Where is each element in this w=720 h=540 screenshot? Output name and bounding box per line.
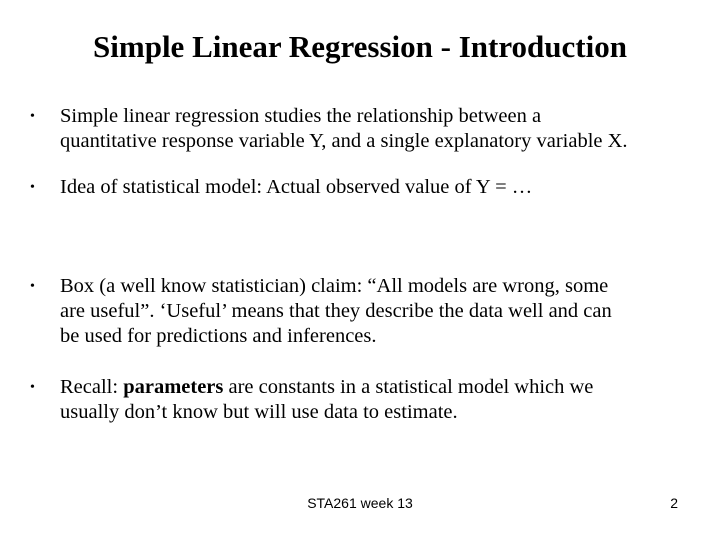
bold-term: parameters xyxy=(123,376,224,398)
bullet-line: quantitative response variable Y, and a single explanatory variable X. xyxy=(60,130,628,152)
footer-label: STA261 week 13 xyxy=(307,495,413,511)
bullet-line xyxy=(60,375,690,400)
bullet-line: usually don’t know but will use data to estimate. xyxy=(60,401,458,423)
bullet-line: be used for predictions and inferences. xyxy=(60,325,377,347)
bullet-icon: • xyxy=(30,279,35,294)
bullet-text xyxy=(60,104,690,154)
bullet-line: Idea of statistical model: Actual observed value of Y = … xyxy=(60,176,533,198)
bullet-item xyxy=(30,375,690,425)
bullet-line: Simple linear regression studies the relationship between a xyxy=(60,105,542,127)
bullet-icon: • xyxy=(30,109,35,124)
bullet-item xyxy=(30,104,690,154)
bullet-text xyxy=(60,175,690,200)
slide-title: Simple Linear Regression - Introduction xyxy=(93,29,627,64)
bullet-line: are useful”. ‘Useful’ means that they describe the data well and can xyxy=(60,300,612,322)
bullet-text xyxy=(60,375,690,425)
bullet-text-suffix: are constants in a statistical model which we xyxy=(223,376,594,398)
bullet-text-prefix: Recall: xyxy=(60,376,124,398)
bullet-line: Box (a well know statistician) claim: “All models are wrong, some xyxy=(60,275,609,297)
bullet-text xyxy=(60,274,690,349)
bullet-icon: • xyxy=(30,180,35,195)
bullet-item xyxy=(30,274,690,349)
page-number: 2 xyxy=(670,495,678,511)
bullet-icon: • xyxy=(30,380,35,395)
bullet-item xyxy=(30,175,690,200)
